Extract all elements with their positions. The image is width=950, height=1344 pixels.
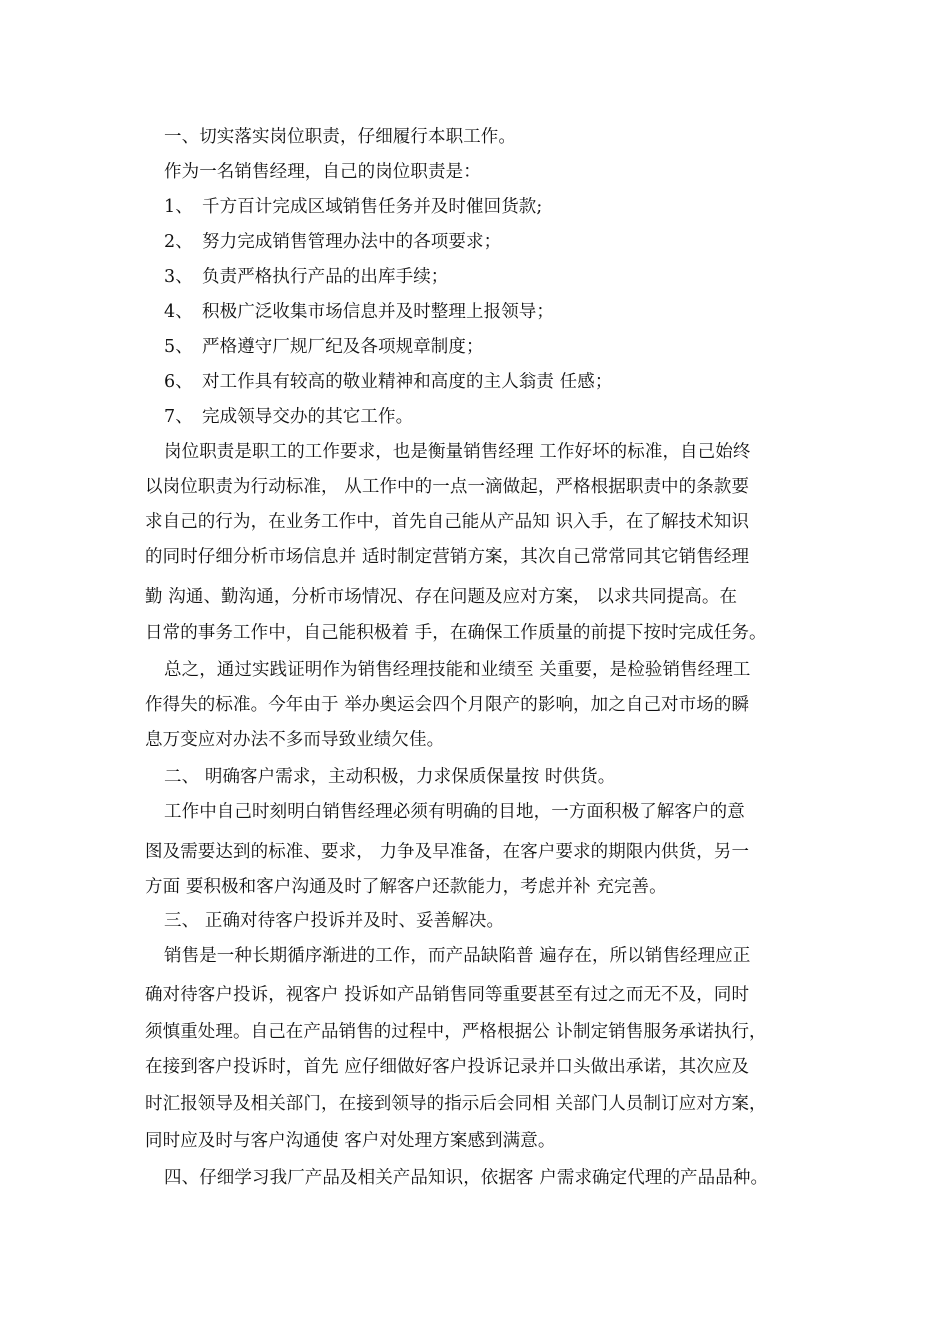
list-number: 6、 xyxy=(164,372,193,392)
list-text: 负责严格执行产品的出库手续； xyxy=(202,267,449,287)
list-item xyxy=(164,332,484,362)
paragraph-line: 工作中自己时刻明白销售经理必须有明确的目地，一方面积极了解客户的意 xyxy=(164,802,745,822)
list-text: 严格遵守厂规厂纪及各项规章制度； xyxy=(202,337,484,357)
section-heading-2: 二、 明确客户需求，主动积极，力求保质保量按 时供货。 xyxy=(164,767,616,787)
list-item xyxy=(164,192,542,222)
paragraph-line: 同时应及时与客户沟通使 客户对处理方案感到满意。 xyxy=(145,1131,556,1151)
paragraph-line: 销售是一种长期循序渐进的工作，而产品缺陷普 遍存在，所以销售经理应正 xyxy=(164,946,751,966)
paragraph-line: 岗位职责是职工的工作要求，也是衡量销售经理 工作好坏的标准，自己始终 xyxy=(164,442,751,462)
list-number: 1、 xyxy=(164,197,193,217)
paragraph-line: 图及需要达到的标准、要求， 力争及早准备，在客户要求的期限内供货，另一 xyxy=(145,842,750,862)
list-item xyxy=(164,402,413,432)
list-text: 努力完成销售管理办法中的各项要求； xyxy=(202,232,502,252)
section-heading-4: 四、仔细学习我厂产品及相关产品知识，依据客 户需求确定代理的产品品种。 xyxy=(164,1168,769,1188)
list-number: 4、 xyxy=(164,302,193,322)
paragraph-line: 勤 沟通、勤沟通，分析市场情况、存在问题及应对方案， 以求共同提高。在 xyxy=(145,587,738,607)
list-text: 积极广泛收集市场信息并及时整理上报领导； xyxy=(202,302,554,322)
paragraph-line: 求自己的行为，在业务工作中，首先自己能从产品知 识入手，在了解技术知识 xyxy=(145,512,750,532)
list-text: 完成区域销售任务并及时催回货款; xyxy=(272,197,543,217)
list-item xyxy=(164,367,612,397)
list-number: 3、 xyxy=(164,267,193,287)
paragraph-line: 须慎重处理。自己在产品销售的过程中，严格根据公 讣制定销售服务承诺执行， xyxy=(145,1022,767,1042)
paragraph-line: 以岗位职责为行动标准， 从工作中的一点一滴做起，严格根据职责中的条款要 xyxy=(145,477,750,497)
section-heading-3: 三、 正确对待客户投诉并及时、妥善解决。 xyxy=(164,911,505,931)
paragraph-line: 在接到客户投诉时，首先 应仔细做好客户投诉记录并口头做出承诺，其次应及 xyxy=(145,1057,750,1077)
list-text: 对工作具有较高的敬业精神和高度的主人翁责 任感； xyxy=(202,372,613,392)
paragraph-line: 作为一名销售经理，自己的岗位职责是： xyxy=(164,162,481,182)
list-number: 5、 xyxy=(164,337,193,357)
list-item xyxy=(164,297,554,327)
list-item xyxy=(164,262,448,292)
list-item xyxy=(164,227,501,257)
list-number: 2、 xyxy=(164,232,193,252)
paragraph-line: 时汇报领导及相关部门，在接到领导的指示后会同相 关部门人员制订应对方案， xyxy=(145,1094,767,1114)
list-text-prefix: 千方百计 xyxy=(202,197,273,217)
paragraph-line: 日常的事务工作中，自己能积极着 手，在确保工作质量的前提下按时完成任务。 xyxy=(145,623,767,643)
paragraph-line: 作得失的标准。今年由于 举办奥运会四个月限产的影响，加之自己对市场的瞬 xyxy=(145,695,750,715)
list-number: 7、 xyxy=(164,407,193,427)
list-text: 完成领导交办的其它工作。 xyxy=(202,407,414,427)
paragraph-line: 方面 要积极和客户沟通及时了解客户还款能力，考虑并补 充完善。 xyxy=(145,877,667,897)
section-heading-1: 一、切实落实岗位职责，仔细履行本职工作。 xyxy=(164,127,516,147)
paragraph-line: 总之，通过实践证明作为销售经理技能和业绩至 关重要，是检验销售经理工 xyxy=(164,660,751,680)
paragraph-line: 的同时仔细分析市场信息并 适时制定营销方案，其次自己常常同其它销售经理 xyxy=(145,547,750,567)
paragraph-line: 确对待客户投诉，视客户 投诉如产品销售同等重要甚至有过之而无不及，同时 xyxy=(145,985,750,1005)
paragraph-line: 息万变应对办法不多而导致业绩欠佳。 xyxy=(145,730,445,750)
